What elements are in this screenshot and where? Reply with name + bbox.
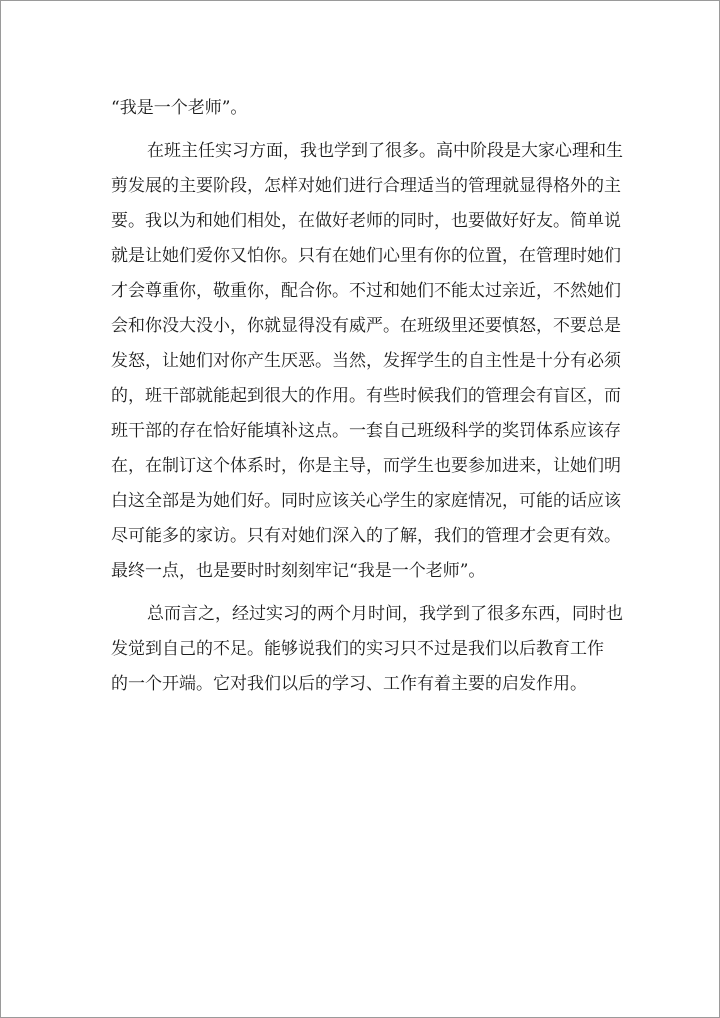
text-line: 总而言之，经过实习的两个月时间，我学到了很多东西，同时也 [147, 604, 623, 624]
text-line: 尽可能多的家访。只有对她们深入的了解，我们的管理才会更有效。 [111, 526, 621, 546]
text-line: 在，在制订这个体系时，你是主导，而学生也要参加进来，让她们明 [111, 456, 621, 476]
paragraph-spacer [111, 589, 611, 597]
text-line: 发怒，让她们对你产生厌恶。当然，发挥学生的自主性是十分有必须 [111, 351, 621, 371]
text-line: 的，班干部就能起到很大的作用。有些时候我们的管理会有盲区，而 [111, 386, 621, 406]
text-line: 白这全部是为她们好。同时应该关心学生的家庭情况，可能的话应该 [111, 491, 621, 511]
document-body [111, 91, 623, 702]
text-line: “我是一个老师”。 [111, 98, 248, 118]
text-line: 班干部的存在恰好能填补这点。一套自己班级科学的奖罚体系应该存 [111, 421, 621, 441]
text-line: 的一个开端。它对我们以后的学习、工作有着主要的启发作用。 [111, 674, 587, 694]
text-line: 剪发展的主要阶段，怎样对她们进行合理适当的管理就显得格外的主 [111, 176, 621, 196]
text-line: 在班主任实习方面，我也学到了很多。高中阶段是大家心理和生 [147, 141, 623, 161]
text-line: 才会尊重你，敬重你，配合你。不过和她们不能太过亲近，不然她们 [111, 281, 621, 301]
paragraph-1 [111, 91, 611, 126]
text-line: 就是让她们爱你又怕你。只有在她们心里有你的位置，在管理时她们 [111, 246, 621, 266]
text-line: 最终一点，也是要时时刻刻牢记“我是一个老师”。 [111, 561, 486, 581]
paragraph-2 [111, 134, 623, 589]
paragraph-3 [111, 597, 623, 702]
text-line: 发觉到自己的不足。能够说我们的实习只不过是我们以后教育工作 [111, 639, 604, 659]
text-line: 会和你没大没小，你就显得没有威严。在班级里还要慎怒，不要总是 [111, 316, 621, 336]
text-line: 要。我以为和她们相处，在做好老师的同时，也要做好好友。简单说 [111, 211, 621, 231]
paragraph-spacer [111, 126, 611, 134]
